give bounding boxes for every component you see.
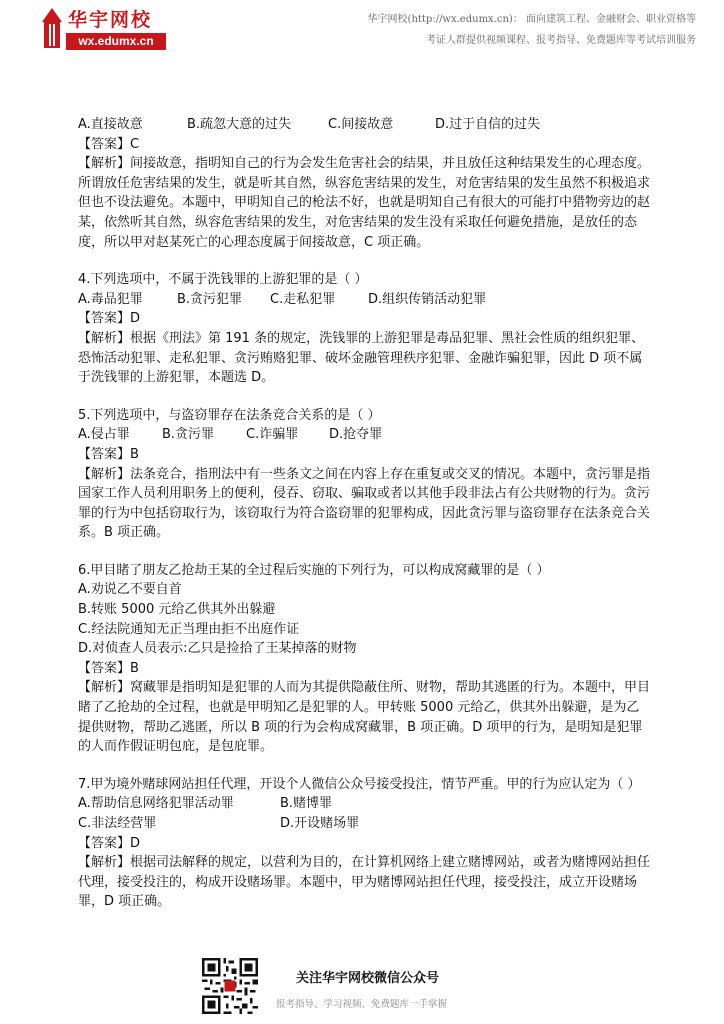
q4-options [78, 290, 650, 310]
q4-option-d: D.组织传销活动犯罪 [368, 291, 487, 307]
pencil-logo-icon [40, 8, 64, 50]
exam-content [78, 115, 650, 912]
q5-option-a: A.侵占罪 [78, 427, 130, 443]
q7-options-row1 [78, 794, 650, 814]
q3-option-d: D.过于自信的过失 [435, 117, 541, 132]
q5-analysis: 【解析】法条竞合，指刑法中有一些条文之间在内容上存在重复或交叉的情况。本题中，贪污罪是指国家工作人员利用职务上的便利，侵吞、窃取、骗取或者以其他手段非法占有公共财物的行为。贪污罪的行为中包括窃取行为，该窃取行为符合盗窃罪的犯罪构成，因此贪污罪与盗窃罪存在法条竞合关系。B 项正确。 [78, 466, 651, 541]
site-logo [40, 8, 168, 50]
q6-option-d: D.对侦查人员表示:乙只是捡拾了王某掉落的财物 [78, 641, 357, 657]
q3-option-c: C.间接故意 [328, 117, 394, 132]
q4-option-c: C.走私犯罪 [270, 291, 336, 307]
q5-option-c: C.诈骗罪 [246, 427, 299, 443]
q5-option-b: B.贪污罪 [162, 427, 215, 443]
qr-code-icon [202, 958, 258, 1014]
q3-option-b: B.疏忽大意的过失 [187, 117, 292, 132]
q7-option-a: A.帮助信息网络犯罪活动罪 [78, 796, 234, 812]
logo-text: 华宇网校 [68, 9, 153, 31]
q4-analysis: 【解析】根据《刑法》第 191 条的规定，洗钱罪的上游犯罪是毒品犯罪、黑社会性质的组织犯罪、恐怖活动犯罪、走私犯罪、贪污贿赂犯罪、破坏金融管理秩序犯罪、金融诈骗犯罪，因此 D 项不属于洗钱罪的上游犯罪，本题选 D。 [78, 330, 645, 386]
q5-options [78, 425, 650, 445]
footer-subtitle: 报考指导、学习视频、免费题库一手掌握 [276, 999, 448, 1010]
q6-question: 6.甲目睹了朋友乙抢劫王某的全过程后实施的下列行为，可以构成窝藏罪的是（ ） [78, 562, 550, 578]
q7-option-c: C.非法经营罪 [78, 816, 157, 831]
q7-answer: 【答案】D [78, 835, 141, 851]
q7-option-d: D.开设赌场罪 [280, 816, 360, 831]
q7-question: 7.甲为境外赌球网站担任代理，开设个人微信公众号接受投注，情节严重。甲的行为应认定为（ ） [78, 776, 641, 792]
q3-answer: 【答案】C [78, 136, 140, 152]
q3-option-a: A.直接故意 [78, 117, 143, 132]
q4-answer: 【答案】D [78, 311, 141, 327]
q4-question: 4.下列选项中，不属于洗钱罪的上游犯罪的是（ ） [78, 272, 368, 288]
header-tagline-1: 华宇网校(http://wx.edumx.cn)： 面向建筑工程、金融财会、职业资格等 [367, 14, 696, 25]
q3-analysis: 【解析】间接故意，指明知自己的行为会发生危害社会的结果，并且放任这种结果发生的心理态度。所谓放任危害结果的发生，就是听其自然，纵容危害结果的发生，对危害结果的发生虽然不积极追求但也不设法避免。本题中，甲明知自己的枪法不好，也就是明知自己有很大的可能打中猎物旁边的赵某，依然听其自然，纵容危害结果的发生，对危害结果的发生没有采取任何避免措施，是放任的态度，所以甲对赵某死亡的心理态度属于间接故意，C 项正确。 [78, 156, 651, 250]
q6-option-a: A.劝说乙不要自首 [78, 582, 182, 598]
header-tagline-2: 考证人群提供视频课程、报考指导、免费题库等考试培训服务 [426, 35, 696, 46]
q3-options [78, 115, 650, 135]
q5-answer: 【答案】B [78, 446, 139, 462]
q4-option-b: B.贪污犯罪 [177, 291, 243, 307]
q7-option-b: B.赌博罪 [280, 796, 333, 812]
footer-title: 关注华宇网校微信公众号 [296, 971, 440, 986]
q6-answer: 【答案】B [78, 660, 139, 676]
q6-analysis: 【解析】窝藏罪是指明知是犯罪的人而为其提供隐蔽住所、财物，帮助其逃匿的行为。本题中，甲目睹了乙抢劫的全过程，也就是甲明知乙是犯罪的人。甲转账 5000 元给乙，供其外出躲避，是为乙提供财物，帮助乙逃匿，所以 B 项的行为会构成窝藏罪，B 项正确。D 项甲的行为，是明知是犯罪的人而作假证明包庇，是包庇罪。 [78, 680, 651, 755]
q5-option-d: D.抢夺罪 [329, 427, 383, 443]
q4-option-a: A.毒品犯罪 [78, 291, 143, 307]
logo-url: wx.edumx.cn [66, 33, 166, 50]
q5-question: 5.下列选项中，与盗窃罪存在法条竞合关系的是（ ） [78, 407, 381, 423]
q6-option-b: B.转账 5000 元给乙供其外出躲避 [78, 602, 276, 618]
q7-options-row2 [78, 814, 650, 834]
q7-analysis: 【解析】根据司法解释的规定，以营利为目的，在计算机网络上建立赌博网站，或者为赌博网站担任代理，接受投注的，构成开设赌场罪。本题中，甲为赌博网站担任代理，接受投注，成立开设赌场罪，D 项正确。 [78, 855, 651, 910]
q6-option-c: C.经法院通知无正当理由拒不出庭作证 [78, 621, 300, 637]
